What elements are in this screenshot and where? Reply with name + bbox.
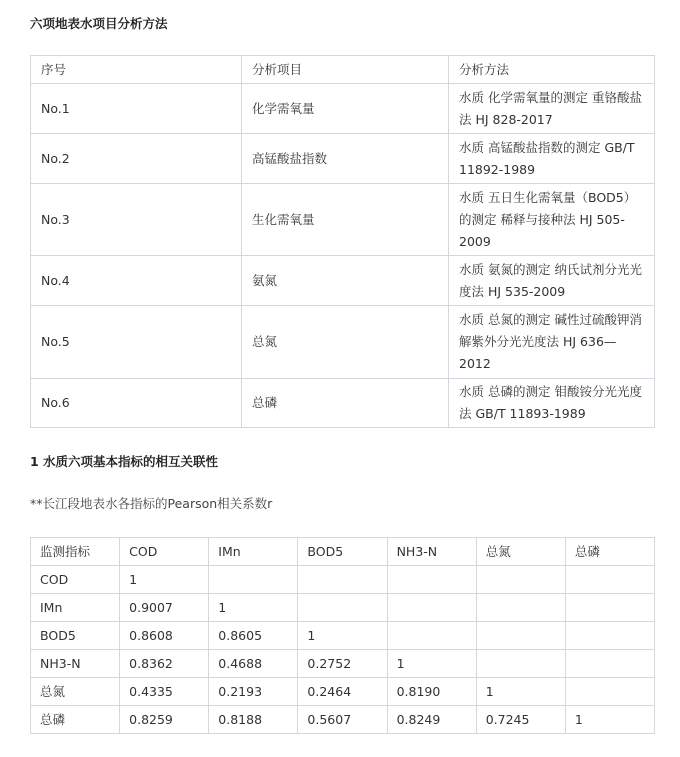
table-cell: No.2 bbox=[31, 134, 242, 184]
table-cell: 0.2193 bbox=[209, 678, 298, 706]
table-cell bbox=[565, 678, 654, 706]
correlation-table bbox=[30, 537, 655, 734]
header-cell: COD bbox=[120, 538, 209, 566]
table-cell: 水质 化学需氧量的测定 重铬酸盐法 HJ 828-2017 bbox=[449, 84, 655, 134]
table-cell bbox=[565, 650, 654, 678]
table-cell: 0.2752 bbox=[298, 650, 387, 678]
table-cell bbox=[565, 622, 654, 650]
table-cell: 0.4335 bbox=[120, 678, 209, 706]
table-cell: 化学需氧量 bbox=[242, 84, 449, 134]
table-cell bbox=[387, 594, 476, 622]
table-cell bbox=[476, 650, 565, 678]
table-row bbox=[31, 256, 655, 306]
table-row bbox=[31, 84, 655, 134]
table-cell bbox=[387, 566, 476, 594]
table-cell: No.4 bbox=[31, 256, 242, 306]
table-row bbox=[31, 134, 655, 184]
table-cell: 水质 总磷的测定 钼酸铵分光光度法 GB/T 11893-1989 bbox=[449, 379, 655, 428]
table-cell bbox=[476, 566, 565, 594]
table-row bbox=[31, 622, 655, 650]
header-cell: 总氮 bbox=[476, 538, 565, 566]
table-cell bbox=[298, 566, 387, 594]
table-cell: 总氮 bbox=[242, 306, 449, 379]
table-caption: **长江段地表水各指标的Pearson相关系数r bbox=[30, 496, 273, 511]
header-cell: 分析项目 bbox=[242, 56, 449, 84]
table-cell: 高锰酸盐指数 bbox=[242, 134, 449, 184]
table-cell: 0.8249 bbox=[387, 706, 476, 734]
table-cell: 1 bbox=[565, 706, 654, 734]
table-cell: 1 bbox=[476, 678, 565, 706]
table-cell: 水质 五日生化需氧量（BOD5）的测定 稀释与接种法 HJ 505-2009 bbox=[449, 184, 655, 256]
table-cell: 生化需氧量 bbox=[242, 184, 449, 256]
header-row bbox=[31, 538, 655, 566]
table-cell: COD bbox=[31, 566, 120, 594]
table-cell: 0.9007 bbox=[120, 594, 209, 622]
table-cell bbox=[565, 594, 654, 622]
table-cell: 水质 总氮的测定 碱性过硫酸钾消解紫外分光光度法 HJ 636—2012 bbox=[449, 306, 655, 379]
section-heading: 1 水质六项基本指标的相互关联性 bbox=[30, 454, 219, 469]
table-cell: 氨氮 bbox=[242, 256, 449, 306]
table-cell: 0.8605 bbox=[209, 622, 298, 650]
table-row bbox=[31, 566, 655, 594]
table-cell bbox=[476, 594, 565, 622]
table-cell: 0.8190 bbox=[387, 678, 476, 706]
header-cell: 总磷 bbox=[565, 538, 654, 566]
table-cell: 总磷 bbox=[31, 706, 120, 734]
table-cell bbox=[565, 566, 654, 594]
table-cell: BOD5 bbox=[31, 622, 120, 650]
table-cell: 总磷 bbox=[242, 379, 449, 428]
table-cell bbox=[476, 622, 565, 650]
header-cell: 分析方法 bbox=[449, 56, 655, 84]
table-cell: 1 bbox=[298, 622, 387, 650]
table-row bbox=[31, 594, 655, 622]
table-cell: 0.5607 bbox=[298, 706, 387, 734]
table-cell: 0.2464 bbox=[298, 678, 387, 706]
methods-table bbox=[30, 55, 655, 428]
table-cell: No.5 bbox=[31, 306, 242, 379]
header-cell: NH3-N bbox=[387, 538, 476, 566]
table-row bbox=[31, 379, 655, 428]
table-row bbox=[31, 184, 655, 256]
table-cell bbox=[387, 622, 476, 650]
header-cell: 序号 bbox=[31, 56, 242, 84]
table-cell: 水质 氨氮的测定 纳氏试剂分光光度法 HJ 535-2009 bbox=[449, 256, 655, 306]
table-cell: 0.8259 bbox=[120, 706, 209, 734]
table-cell: 1 bbox=[387, 650, 476, 678]
header-cell: BOD5 bbox=[298, 538, 387, 566]
table-row bbox=[31, 650, 655, 678]
table-cell bbox=[298, 594, 387, 622]
table-cell: IMn bbox=[31, 594, 120, 622]
table-cell: 0.4688 bbox=[209, 650, 298, 678]
table-cell: 0.8362 bbox=[120, 650, 209, 678]
header-cell: IMn bbox=[209, 538, 298, 566]
table-cell: No.1 bbox=[31, 84, 242, 134]
table-cell: No.3 bbox=[31, 184, 242, 256]
table-cell: 总氮 bbox=[31, 678, 120, 706]
header-row bbox=[31, 56, 655, 84]
header-cell: 监测指标 bbox=[31, 538, 120, 566]
table-cell: 0.8188 bbox=[209, 706, 298, 734]
table-row bbox=[31, 306, 655, 379]
table-row bbox=[31, 678, 655, 706]
table-cell bbox=[209, 566, 298, 594]
table-cell: No.6 bbox=[31, 379, 242, 428]
table-cell: 1 bbox=[209, 594, 298, 622]
table-cell: 0.7245 bbox=[476, 706, 565, 734]
table-cell: 1 bbox=[120, 566, 209, 594]
section-title: 六项地表水项目分析方法 bbox=[30, 16, 168, 31]
table-row bbox=[31, 706, 655, 734]
table-cell: 0.8608 bbox=[120, 622, 209, 650]
table-cell: NH3-N bbox=[31, 650, 120, 678]
table-cell: 水质 高锰酸盐指数的测定 GB/T 11892-1989 bbox=[449, 134, 655, 184]
